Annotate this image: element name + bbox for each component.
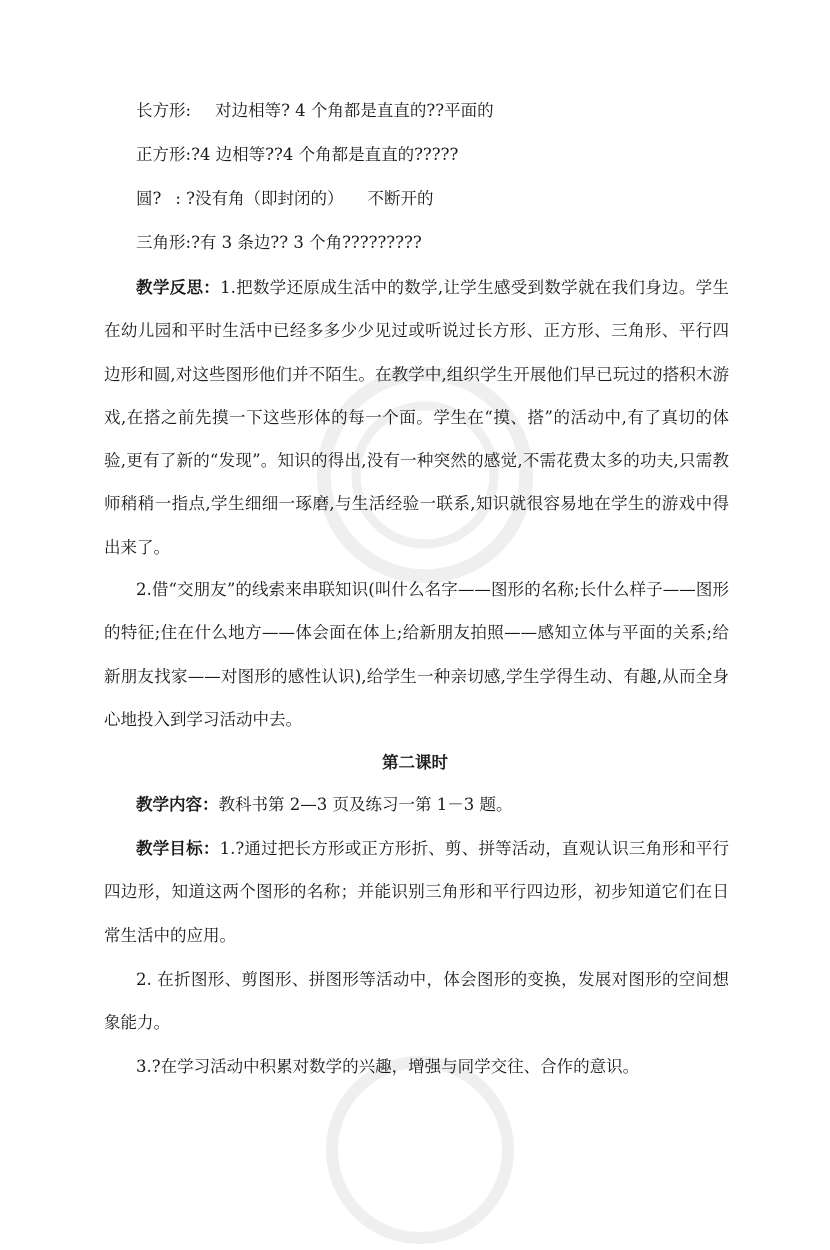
- shape-name: 圆?: [136, 189, 162, 208]
- reflection-paragraph-2: [104, 568, 729, 741]
- lesson-content-paragraph: [104, 783, 729, 826]
- shape-name: 正方形:: [136, 145, 192, 164]
- goal-text-3: 3.?在学习活动中积累对数学的兴趣，增强与同学交往、合作的意识。: [136, 1057, 640, 1076]
- reflection-text-1: 1.把数学还原成生活中的数学,让学生感受到数学就在我们身边。学生在幼儿园和平时生活中已经多多少少见过或听说过长方形、正方形、三角形、平行四边形和圆,对这些图形他们并不陌生。在教学中,组织学生开展他们早已玩过的搭积木游戏,在搭之前先摸一下这些形体的每一个面。学生在“摸、搭”的活动中,有了真切的体验,更有了新的“发现”。知识的得出,没有一种突然的感觉,不需花费太多的功夫,只需教师稍稍一指点,学生细细一琢磨,与生活经验一联系,知识就很容易地在学生的游戏中得出来了。: [104, 278, 729, 557]
- shape-circle-line: [136, 188, 736, 210]
- reflection-paragraph-1: [104, 266, 729, 569]
- shape-rectangle-line: [136, 100, 736, 122]
- shape-desc: ?有 3 条边?? 3 个角?????????: [191, 233, 422, 252]
- shape-triangle-line: [136, 232, 736, 254]
- lesson-goal-paragraph-3: [104, 1045, 729, 1088]
- shape-name: 三角形:: [136, 233, 192, 252]
- reflection-text-2: 2.借“交朋友”的线索来串联知识(叫什么名字——图形的名称;长什么样子——图形的特征;住在什么地方——体会面在体上;给新朋友拍照——感知立体与平面的关系;给新朋友找家——对图形的感性认识),给学生一种亲切感,学生学得生动、有趣,从而全身心地投入到学习活动中去。: [104, 580, 729, 729]
- shape-desc: ?4 边相等??4 个角都是直直的?????: [191, 145, 459, 164]
- shape-name: 长方形:: [136, 101, 192, 120]
- shape-extra: 不断开的: [367, 189, 434, 208]
- content-text: 教科书第 2—3 页及练习一第 1－3 题。: [218, 795, 513, 814]
- shape-square-line: [136, 144, 736, 166]
- goal-text-2: 2. 在折图形、剪图形、拼图形等活动中，体会图形的变换，发展对图形的空间想象能力。: [104, 970, 729, 1033]
- goal-text-1: 1.?通过把长方形或正方形折、剪、拼等活动，直观认识三角形和平行四边形，知道这两个图形的名称；并能识别三角形和平行四边形，初步知道它们在日常生活中的应用。: [104, 839, 729, 945]
- shape-desc: : ?没有角（即封闭的）: [175, 189, 344, 208]
- section-title: 第二课时: [382, 753, 448, 772]
- lesson-goal-paragraph-2: [104, 958, 729, 1045]
- reflection-label: 教学反思：: [136, 278, 221, 297]
- content-label: 教学内容：: [136, 795, 219, 814]
- goal-label: 教学目标：: [136, 839, 220, 858]
- lesson-goal-paragraph-1: [104, 827, 729, 957]
- shape-desc: 对边相等? 4 个角都是直直的??平面的: [215, 101, 494, 120]
